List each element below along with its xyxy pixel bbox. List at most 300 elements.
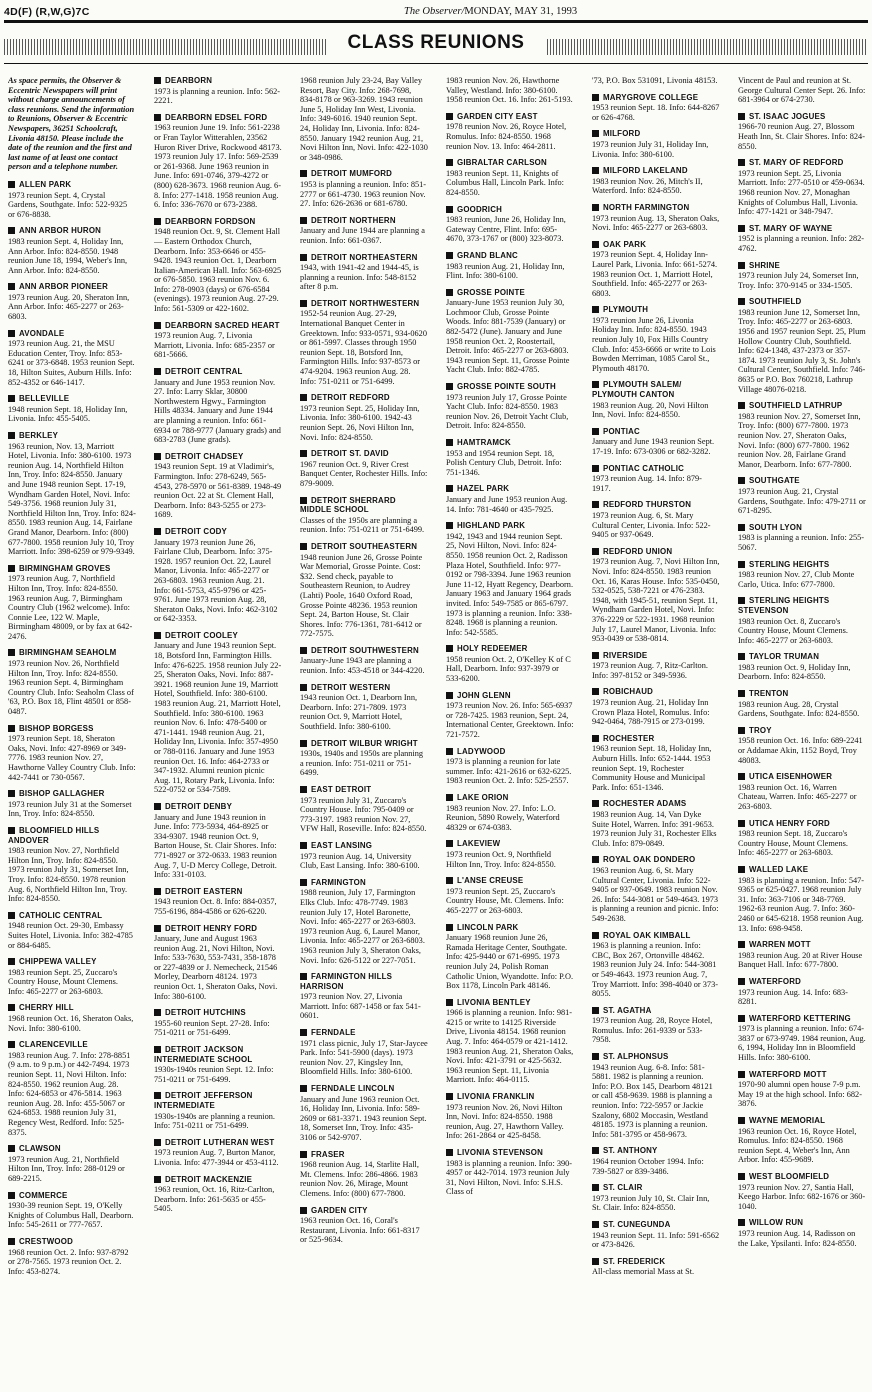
- school-name: FERNDALE: [300, 1028, 428, 1038]
- school-name: ROCHESTER ADAMS: [592, 799, 720, 809]
- reunion-details: 1963 reunion Aug. 6, St. Mary Cultural Center, Livonia. Info: 522-9405 or 937-0649. 1983 reunion Nov. 26. Info: 544-3081 or 549-4643. 1973 is planning a reunion and picnic. Info: 549-2638.: [592, 865, 719, 923]
- school-name: DETROIT JEFFERSON INTERMEDIATE: [154, 1091, 282, 1110]
- reunion-details: 1983 reunion Oct. 16, Warren Chateau, Warren. Info: 465-2277 or 263-6803.: [738, 782, 857, 811]
- reunion-entry: [300, 496, 428, 535]
- reunion-details: 1930-39 reunion Sept. 19, O'Kelly Knights of Columbus Hall, Dearborn. Info: 545-2611 or 777-7657.: [8, 1201, 134, 1230]
- reunion-entry: [592, 855, 720, 923]
- reunion-entry: [154, 802, 282, 880]
- reunion-entry: [592, 166, 720, 196]
- school-name: REDFORD UNION: [592, 547, 720, 557]
- school-name: CHERRY HILL: [8, 1003, 136, 1013]
- school-name: GROSSE POINTE SOUTH: [446, 382, 574, 392]
- reunion-entry: [738, 112, 866, 151]
- reunion-details: January-June 1953 reunion July 30, Lochmoor Club, Grosse Pointe Woods. Info: 881-7539 (January) or 882-5472 (June). January and June 1958 reunion Oct. 2, Roostertail, Detroit. Info: 465-2277 or 263-6803. 1943 reunion Sept. 11, Grosse Pointe Yacht Club. Info: 882-4785.: [446, 298, 570, 375]
- column-4: [446, 76, 574, 1382]
- school-name: ST. FREDERICK: [592, 1257, 720, 1267]
- reunion-details: 1983 reunion Sept. 25, Zuccaro's Country House, Mount Clemens. Info: 465-2277 or 263-6803.: [8, 967, 118, 996]
- reunion-details: 1983 reunion, June 26, Holiday Inn, Gateway Centre, Flint. Info: 695-4670, 373-1767 or (800) 323-8073.: [446, 215, 566, 244]
- reunion-details: 1964 reunion October 1994. Info: 739-5827 or 839-3486.: [592, 1157, 704, 1176]
- reunion-entry: [592, 464, 720, 494]
- reunion-details: 1973 reunion Nov. 26, Novi Hilton Inn, Novi. Info: 824-8550. 1988 reunion, Aug. 27, Hawthorn Valley. Info: 261-2864 or 425-8458.: [446, 1102, 564, 1141]
- school-name: DETROIT REDFORD: [300, 393, 428, 403]
- reunion-entry: [154, 217, 282, 314]
- reunion-entry: [300, 542, 428, 639]
- reunion-details: 1983 reunion Nov. 27. Info: L.O. Reunion, 5890 Rowely, Waterford 48329 or 674-0383.: [446, 803, 560, 832]
- reunion-entry: [446, 382, 574, 431]
- reunion-details: 1973 reunion Aug. 21, Northfield Hilton Inn, Troy. Info: 288-0129 or 689-2215.: [8, 1154, 125, 1183]
- reunion-details: 1963 reunion June 19. Info: 561-2238 or Fran Taylor Witterahlen, 23562 Huron River Drive, Rockwood 48173. 1973 reunion July 17. Info: 569-2539 or 261-9368. June 1963 reunion in June. Info: 691-0746, 379-4272 or (800) 628-3673. 1968 reunion Aug. 6-8. Info: 277-1418. 1958 reunion Aug. 6. Info: 336-7670 or 673-2388.: [154, 123, 282, 210]
- school-name: DETROIT MACKENZIE: [154, 1175, 282, 1185]
- school-name: GARDEN CITY EAST: [446, 112, 574, 122]
- school-name: DETROIT SOUTHEASTERN: [300, 542, 428, 552]
- school-name: DETROIT NORTHERN: [300, 216, 428, 226]
- reunion-entry: [592, 1006, 720, 1045]
- reunion-entry: [738, 224, 866, 254]
- reunion-entry: [154, 631, 282, 795]
- reunion-entry: [446, 1092, 574, 1141]
- reunion-entry: [8, 1040, 136, 1137]
- reunion-entry: [446, 205, 574, 244]
- reunion-entry: [8, 1237, 136, 1276]
- school-name: ST. ISAAC JOGUES: [738, 112, 866, 122]
- reunion-details: Vincent de Paul and reunion at St. George Cultural Center Sept. 26. Info: 681-3964 or 674-2730.: [738, 76, 866, 105]
- reunion-details: 1948 reunion Sept. 18, Holiday Inn, Livonia. Info: 455-5405.: [8, 404, 128, 424]
- reunion-details: 1983 reunion Aug. 20, Novi Hilton Inn, Novi. Info: 824-8550.: [592, 400, 709, 420]
- school-name: DETROIT NORTHEASTERN: [300, 253, 428, 263]
- school-name: ANN ARBOR HURON: [8, 226, 136, 236]
- reunion-details: 1973 reunion Sept. 18, Sheraton Oaks, Novi. Info: 427-8969 or 349-7776. 1983 reunion Nov. 27, Hawthorne Valley Country Club. Info: 442-7441 or 730-0567.: [8, 734, 136, 782]
- school-name: STERLING HEIGHTS: [738, 560, 866, 570]
- column-2: [154, 76, 282, 1382]
- school-name: SOUTH LYON: [738, 523, 866, 533]
- reunion-details: 1958 reunion Oct. 16. Info: 689-2241 or Addamae Akin, 1152 Boyd, Troy 48083.: [738, 736, 863, 765]
- reunion-details: 1930s-1940s reunion Sept. 12. Info: 751-0211 or 751-6499.: [154, 1065, 274, 1084]
- school-name: ST. ANTHONY: [592, 1146, 720, 1156]
- school-name: DETROIT NORTHWESTERN: [300, 299, 428, 309]
- reunion-entry: [592, 1052, 720, 1139]
- school-name: UTICA HENRY FORD: [738, 819, 866, 829]
- reunion-entry: [592, 1257, 720, 1277]
- reunion-details: January and June 1953 reunion Nov. 27. Info: Larry Sklar, 30800 Northwestern Hgwy., Farmington Hills 48334. January and June 1944 are planning a reunion. Info: 661-6934 or 788-9777 (January grads) and 683-2783 (June grads).: [154, 377, 281, 445]
- reunion-entry: [446, 288, 574, 375]
- school-name: DETROIT WESTERN: [300, 683, 428, 693]
- reunion-details: 1983 reunion Nov. 27, Somerset Inn, Troy. Info: (800) 677-7800. 1973 reunion Nov. 27, Sheraton Oaks, Novi. Info: (800) 677-7800. 1962 reunion Nov. 28, Fairlane Grand Manor, Dearborn. Info: 677-7800.: [738, 411, 861, 469]
- reunion-details: 1973 reunion Aug. 7, Novi Hilton Inn, Novi. Info: 824-8550. 1983 reunion Oct. 16, Karas House. Info: 535-0450, 532-0525, 538-7221 or 476-2383. 1948, with 1945-51, reunion Sept. 11, Wyndham Garden Hotel, Novi. Info: 376-2229 or 522-1931. 1968 reunion July 17, Laurel Manor, Livonia. Info: 953-0439 or 538-0814.: [592, 557, 720, 644]
- school-name: DETROIT WILBUR WRIGHT: [300, 739, 428, 749]
- reunion-details: 1963 reunion, Nov. 13, Marriott Hotel, Livonia. Info: 380-6100. 1973 reunion Aug. 14, Northfield Hilton Inn, Troy. Info: 824-8550. January and June 1948 reunion Sept. 17-19, Wyndham Garden Hotel, Novi. Info: 549-3756. 1968 reunion July 31, Northfield Hilton Inn, Troy. Info: 824-8550. 1983 reunion Aug. 14, Fairlane Grand Manor, Dearborn. Info: (800) 677-7800. 1958 reunion July 10, Troy Marriott. Info: 398-6259 or 979-9349.: [8, 441, 136, 557]
- reunion-details: 1973 reunion July 10, St. Clair Inn, St. Clair. Info: 824-8550.: [592, 1193, 710, 1213]
- reunion-entry: [300, 878, 428, 965]
- reunion-details: 1930s-1940s are planning a reunion. Info: 751-0211 or 751-6499.: [154, 1111, 275, 1131]
- school-name: ST. AGATHA: [592, 1006, 720, 1016]
- reunion-entry: [592, 500, 720, 539]
- school-name: TRENTON: [738, 689, 866, 699]
- reunion-entry: [738, 726, 866, 765]
- school-name: LADYWOOD: [446, 747, 574, 757]
- reunion-details: 1973 is planning a reunion. Info: 674-3837 or 673-9749. 1984 reunion, Aug. 6, 1994, Holiday Inn in Bloomfield Hills. Info: 380-6100.: [738, 1024, 866, 1063]
- reunion-entry: [446, 839, 574, 869]
- school-name: LINCOLN PARK: [446, 923, 574, 933]
- school-name: CRESTWOOD: [8, 1237, 136, 1247]
- reunion-details: 1983 reunion Nov. 26, Hawthorne Valley, Westland. Info: 380-6100. 1958 reunion Oct. 16. Info: 261-5193.: [446, 76, 573, 105]
- school-name: WARREN MOTT: [738, 940, 866, 950]
- paper-name: The Observer/: [404, 6, 465, 17]
- school-name: GARDEN CITY: [300, 1206, 428, 1216]
- reunion-entry: [738, 1070, 866, 1109]
- reunion-details: 1983 reunion Nov. 27, Club Monte Carlo, Utica. Info: 677-7800.: [738, 570, 855, 589]
- school-name: DETROIT ST. DAVID: [300, 449, 428, 459]
- reunion-details: 1930s, 1940s and 1950s are planning a reunion. Info: 751-0211 or 751-6499.: [300, 749, 424, 778]
- section-code: 4D(F) (R,W,G)7C: [4, 6, 90, 18]
- school-name: WEST BLOOMFIELD: [738, 1172, 866, 1182]
- school-name: ST. MARY OF WAYNE: [738, 224, 866, 234]
- reunion-entry: [592, 1183, 720, 1213]
- reunion-entry: [300, 646, 428, 676]
- reunion-entry: [738, 158, 866, 217]
- school-name: WATERFORD KETTERING: [738, 1014, 866, 1024]
- reunion-details: 1973 reunion July 31, Zuccaro's Country House. Info: 795-0409 or 773-3197. 1983 reunion Nov. 27, VFW Hall, Roseville. Info: 824-8550.: [300, 795, 427, 834]
- school-name: ALLEN PARK: [8, 180, 136, 190]
- reunion-entry: [738, 1218, 866, 1248]
- reunion-details: 1983 is planning a reunion. Info: 547-9365 or 625-0427. 1968 reunion July 31. Info: 363-7106 or 348-7769. 1962-63 reunion Aug. 7. Info: 360-2460 or 645-6218. 1958 reunion Aug. 13. Info: 698-9458.: [738, 875, 865, 933]
- reunion-details: 1948 reunion June 26, Grosse Pointe War Memorial, Grosse Pointe. Cost: $32. Send check, payable to Southeastern Reunion, to Audrey (Lahti) Poole, 1640 Oxford Road, Grosse Pointe 48236. 1953 reunion Sept. 24, Barton House, St. Clair Shores. Info: 776-1361, 781-6412 or 772-7575.: [300, 552, 423, 639]
- reunion-details: 1963 reunion Oct. 16, Royce Hotel, Romulus. Info: 824-8550. 1968 reunion Sept. 4, Weber's Inn, Ann Arbor. Info: 455-9689.: [738, 1126, 857, 1165]
- school-name: DETROIT CHADSEY: [154, 452, 282, 462]
- reunion-details: 1967 reunion Oct. 9, River Crest Banquet Center, Rochester Hills. Info: 879-9009.: [300, 459, 428, 488]
- school-name: HIGHLAND PARK: [446, 521, 574, 531]
- reunion-details: '73, P.O. Box 531091, Livonia 48153.: [592, 76, 718, 85]
- school-name: ST. CUNEGUNDA: [592, 1220, 720, 1230]
- banner-rule: [4, 63, 868, 64]
- school-name: WILLOW RUN: [738, 1218, 866, 1228]
- reunion-details: 1963 reunion Sept. 18, Holiday Inn, Auburn Hills. Info: 652-1444. 1953 reunion Sept. 19, Rochester Community House and Municipal Park. Info: 651-1346.: [592, 744, 712, 792]
- reunion-details: 1943 reunion Oct. 8. Info: 884-0357, 755-6196, 884-4586 or 626-6220.: [154, 897, 277, 916]
- reunion-entry: [738, 977, 866, 1007]
- school-name: DETROIT COOLEY: [154, 631, 282, 641]
- school-name: HOLY REDEEMER: [446, 644, 574, 654]
- section-banner: [4, 27, 868, 67]
- reunion-entry: [300, 1084, 428, 1143]
- reunion-entry: [8, 911, 136, 950]
- school-name: TROY: [738, 726, 866, 736]
- reunion-entry: [446, 998, 574, 1085]
- reunion-details: 1983 reunion Nov. 27, Northfield Hilton Inn, Troy. Info: 824-8550. 1973 reunion July 31, Somerset Inn, Troy. Info: 824-8550. 1978 reunion Aug. 6, Northfield Hilton Inn, Troy. Info: 824-8550.: [8, 846, 129, 904]
- reunion-entry: [300, 216, 428, 246]
- reunion-entry: [592, 305, 720, 373]
- school-name: FERNDALE LINCOLN: [300, 1084, 428, 1094]
- school-name: DETROIT MUMFORD: [300, 169, 428, 179]
- reunion-details: 1973 reunion July 17, Grosse Pointe Yacht Club. Info: 824-8550. 1983 reunion Nov. 26, Detroit Yacht Club, Detroit. Info: 824-8550.: [446, 392, 569, 431]
- reunion-details: January and June 1943 reunion Sept. 18, Botsford Inn, Farmington Hills. Info: 476-6225. 1958 reunion July 22-25, Sheraton Oaks, Novi. Info: 887-3921. 1968 reunion June 19, Marriott Hotel, Southfield. Info: 380-6100. 1983 reunion Aug. 21, Marriott Hotel, Southfield. Info: 380-6100. 1963 reunion Nov. 6. Info: 478-5400 or 471-1441. 1948 reunion Aug. 21, Holiday Inn, Livonia. Info: 357-4950 or 788-0116. January and June 1953 reunion Oct. 16. Info: 464-2733 or 347-1932. Alumni reunion picnic Aug. 11, Rotary Park, Livonia. Info: 522-0752 or 534-7589.: [154, 641, 282, 795]
- reunion-details: 1943 reunion Sept. 19 at Vladimir's, Farmington. Info: 278-6249, 565-4543, 278-5970 or 561-8389. 1948-49 reunion Oct. 22 at St. Clement Hall, Dearborn. Info: 843-5255 or 273-1689.: [154, 462, 282, 520]
- school-name: DETROIT EASTERN: [154, 887, 282, 897]
- school-name: MILFORD: [592, 129, 720, 139]
- school-name: BIRMINGHAM SEAHOLM: [8, 648, 136, 658]
- school-name: DETROIT CENTRAL: [154, 367, 282, 377]
- reunion-details: 1973 reunion Sept. 4, Crystal Gardens, Southgate. Info: 522-9325 or 676-8838.: [8, 190, 128, 219]
- reunion-details: 1968 reunion Oct. 2. Info: 937-8792 or 278-7565. 1973 reunion Oct. 2. Info: 453-8274.: [8, 1247, 129, 1276]
- column-3: [300, 76, 428, 1382]
- reunion-details: 1953 reunion Sept. 18. Info: 644-8267 or 626-4768.: [592, 103, 720, 122]
- school-name: SOUTHFIELD: [738, 297, 866, 307]
- reunion-details: 1973 reunion Aug. 7, Northfield Hilton Inn, Troy. Info: 824-8550. 1963 reunion Aug. 7, Birmingham Country Club (1962 welcome). Info: Connie Lee, 122 W. Maple, Birmingham 48009, or by fax at 642-2476.: [8, 574, 133, 641]
- reunion-details: 1968 reunion Aug. 14, Starlite Hall, Mt. Clemens. Info: 286-4866. 1983 reunion Nov. 26, Mirage, Mount Clemens. Info: (800) 677-7800.: [300, 1160, 419, 1198]
- reunion-details: 1983 reunion Sept. 4, Holiday Inn, Ann Arbor. Info: 824-8550. 1948 reunion June 18, 1994, Weber's Inn, Ann Arbor. Info: 824-8550.: [8, 236, 128, 275]
- masthead-date: [404, 6, 577, 17]
- reunion-entry: [738, 297, 866, 394]
- school-name: DEARBORN EDSEL FORD: [154, 113, 282, 123]
- reunion-entry: [8, 826, 136, 904]
- reunion-entry: [446, 76, 574, 105]
- reunion-details: 1973 reunion Sept. 25, Zuccaro's Country House, Mt. Clemens. Info: 465-2277 or 263-6803.: [446, 886, 564, 915]
- school-name: BLOOMFIELD HILLS ANDOVER: [8, 826, 136, 845]
- reunion-entry: [154, 113, 282, 210]
- reunion-entry: [154, 321, 282, 360]
- reunion-details: 1952-54 reunion Aug. 27-29, International Banquet Center in Greektown. Info: 933-0571, 934-0620 or 861-5997. Classes through 1950 reunion Sept. 18, Botsford Inn, Farmington Hills. Info: 937-8573 or 474-9204. 1963 reunion Aug. 28. Info: 751-0211 or 751-6499.: [300, 309, 427, 386]
- reunion-entry: [8, 1191, 136, 1230]
- reunion-details: 1973 reunion Sept. 25, Holiday Inn, Livonia. Info: 380-6100. 1942-43 reunion Sept. 26, Novi Hilton Inn, Novi. Info: 824-8550.: [300, 403, 420, 442]
- reunion-entry: [446, 876, 574, 915]
- reunion-entry: [446, 691, 574, 740]
- reunion-details: 1973 reunion Sept. 25, Livonia Marriott. Info: 277-0510 or 459-0634. 1968 reunion Nov. 27, Monaghan Knights of Columbus Hall, Livonia. Info: 477-1421 or 348-7947.: [738, 168, 865, 217]
- reunion-details: 1983 reunion Oct. 8, Zuccaro's Country House, Mount Clemens. Info: 465-2277 or 263-6803.: [738, 616, 848, 645]
- reunion-entry: [300, 169, 428, 208]
- reunion-entry: [738, 560, 866, 590]
- reunion-entry: [738, 261, 866, 291]
- school-name: LIVONIA FRANKLIN: [446, 1092, 574, 1102]
- reunion-entry: [738, 1014, 866, 1063]
- reunion-details: 1973 reunion Aug. 14, Radisson on the Lake, Ypsilanti. Info: 824-8550.: [738, 1228, 857, 1248]
- header-rule: [4, 20, 868, 23]
- reunion-details: 1973 is planning a reunion for late summer. Info: 421-2616 or 632-6225. 1983 reunion Oct. 2. Info: 525-2557.: [446, 757, 572, 786]
- reunion-details: 1973 reunion Nov. 27, Livonia Marriott. Info: 687-1458 or fax 541-0601.: [300, 992, 421, 1021]
- reunion-entry: [300, 253, 428, 292]
- school-name: JOHN GLENN: [446, 691, 574, 701]
- reunion-entry: [154, 1138, 282, 1168]
- reunion-entry: [154, 527, 282, 624]
- reunion-details: 1948 reunion Oct. 29-30, Embassy Suites Hotel, Livonia. Info: 382-4785 or 884-6485.: [8, 921, 133, 950]
- reunion-details: January and June 1953 reunion Aug. 14. Info: 781-4640 or 435-7925.: [446, 494, 568, 514]
- reunion-details: January 1973 reunion June 26, Fairlane Club, Dearborn. Info: 375-1928. 1957 reunion Oct. 22, Laurel Manor, Livonia. Info: 465-2277 or 263-6803. 1963 reunion Aug. 21. Info: 661-5753, 455-9796 or 425-9761. June 1973 reunion Aug. 28, Sheraton Oaks, Novi. Info: 462-3102 or 642-3353.: [154, 537, 278, 624]
- section-title: CLASS REUNIONS: [326, 28, 546, 58]
- school-name: DEARBORN: [154, 76, 282, 86]
- column-5: [592, 76, 720, 1382]
- school-name: CLARENCEVILLE: [8, 1040, 136, 1050]
- school-name: BISHOP BORGESS: [8, 724, 136, 734]
- reunion-details: 1988 reunion, July 17, Farmington Elks Club. Info: 478-7749. 1983 reunion July 17, Hotel Baronette, Novi. Info: 465-2277 or 263-6803. 1973 reunion Aug. 6, Laurel Manor, Livonia. Info: 465-2277 or 263-6803. 1963 reunion July 3, Sheraton Oaks, Novi. Info: 626-5122 or 227-7051.: [300, 888, 425, 965]
- reunion-details: 1963 is planning a reunion. Info: CBC, Box 267, Ortonville 48462. 1983 reunion July 24. Info: 544-3081 or 549-4643. 1973 reunion Aug. 7, Troy Marriott. Info: 398-4040 or 373-8055.: [592, 941, 718, 999]
- school-name: GRAND BLANC: [446, 251, 574, 261]
- reunion-details: 1973 reunion Aug. 7, Ritz-Carlton. Info: 397-8152 or 349-5936.: [592, 661, 708, 680]
- reunion-details: 1973 reunion Aug. 21, Crystal Gardens, Southgate. Info: 479-2711 or 671-8295.: [738, 486, 866, 516]
- reunion-entry: [154, 924, 282, 1002]
- reunion-details: 1973 is planning a reunion. Info: 562-2221.: [154, 86, 281, 106]
- reunion-details: 1983 is planning a reunion. Info: 390-4957 or 442-7014. 1973 reunion July 31, Novi Hilton, Novi. Info: S.H.S. Class of: [446, 1158, 573, 1197]
- reunion-entry: [154, 1175, 282, 1214]
- reunion-entry: [738, 76, 866, 105]
- school-name: GIBRALTAR CARLSON: [446, 158, 574, 168]
- school-name: LAKEVIEW: [446, 839, 574, 849]
- reunion-details: 1983 is planning a reunion. Info: 255-5067.: [738, 533, 865, 552]
- reunion-details: 1948 reunion Oct. 9, St. Clement Hall — Eastern Orthodox Church, Dearborn. Info: 353-6646 or 455-9428. 1943 reunion Oct. 1, Dearborn Italian-American Hall. Info: 563-6925 or 676-5850. 1963 reunion Nov. 6. Info: 278-0903 (days) or 676-6584 (evenings). 1973 reunion Aug. 27-29. Info: 561-5309 or 422-1602.: [154, 227, 282, 314]
- reunion-details: 1983 reunion Sept. 11, Knights of Columbus Hall, Lincoln Park. Info: 824-8550.: [446, 168, 564, 197]
- school-name: CLAWSON: [8, 1144, 136, 1154]
- reunion-details: 1973 reunion July 31, Holiday Inn, Livonia. Info: 380-6100.: [592, 139, 709, 159]
- school-name: PLYMOUTH SALEM/ PLYMOUTH CANTON: [592, 380, 720, 399]
- reunion-entry: [300, 785, 428, 834]
- reunion-entry: [300, 739, 428, 778]
- reunion-entry: [8, 282, 136, 321]
- reunion-details: January and June 1963 reunion Oct. 16, Holiday Inn, Livonia. Info: 589-2609 or 681-3371. 1943 reunion Sept. 18, Somerset Inn, Troy. Info: 435-3106 or 542-9707.: [300, 1094, 427, 1142]
- reunion-entry: [446, 923, 574, 991]
- reunion-entry: [592, 799, 720, 848]
- reunion-details: 1983 reunion Sept. 18, Zuccaro's Country House, Mount Clemens. Info: 465-2277 or 263-6803.: [738, 829, 848, 858]
- reunion-entry: [592, 1220, 720, 1250]
- reunion-entry: [738, 523, 866, 553]
- reunion-details: 1968 reunion Oct. 16, Sheraton Oaks, Novi. Info: 380-6100.: [8, 1014, 134, 1033]
- school-name: RIVERSIDE: [592, 651, 720, 661]
- reunion-entry: [8, 789, 136, 819]
- reunion-entry: [300, 449, 428, 488]
- reunion-entry: [592, 427, 720, 457]
- reunion-entry: [154, 452, 282, 520]
- school-name: DETROIT CODY: [154, 527, 282, 537]
- reunion-details: 1943 reunion Sept. 11. Info: 591-6562 or 473-8426.: [592, 1230, 720, 1250]
- issue-date: MONDAY, MAY 31, 1993: [464, 6, 578, 17]
- school-name: ROYAL OAK DONDERO: [592, 855, 720, 865]
- reunion-details: 1971 class picnic, July 17, Star-Jaycee Park. Info: 541-5900 (days). 1973 reunion Nov. 27, Kingsley Inn, Bloomfield Hills. Info: 380-6100.: [300, 1038, 428, 1077]
- reunion-details: 1973 reunion June 26, Livonia Holiday Inn. Info: 824-8550. 1943 reunion July 10, Fox Hills Country Club. Info: 453-6666 or write to Lois Bowden Merriman, 1085 Carol St., Plymouth 48170.: [592, 315, 716, 373]
- reunion-details: 1973 reunion Nov. 26. Info: 565-6937 or 728-7425. 1983 reunion, Sept. 24, International Center, Greektown. Info: 721-7572.: [446, 701, 574, 740]
- reunion-details: 1973 reunion Sept. 4, Holiday Inn-Laurel Park, Livonia. Info: 661-5274. 1983 reunion Oct. 1, Marriott Hotel, Southfield. Info: 465-2277 or 263-6803.: [592, 250, 718, 298]
- reunion-details: 1973 reunion Aug. 21, the MSU Education Center, Troy. Info: 853-6241 or 373-6848. 1953 reunion Sept. 18, Hilton Suites, Auburn Hills. Info: 852-4352 or 646-1417.: [8, 339, 135, 387]
- school-name: DEARBORN FORDSON: [154, 217, 282, 227]
- column-1: [8, 76, 136, 1382]
- reunion-entry: [8, 957, 136, 996]
- reunion-entry: [592, 651, 720, 681]
- reunion-entry: [300, 76, 428, 162]
- reunion-entry: [8, 394, 136, 424]
- reunion-details: 1983 reunion Aug. 21, Holiday Inn, Flint. Info: 380-6100.: [446, 261, 565, 281]
- reunion-entry: [154, 367, 282, 445]
- reunion-details: 1973 reunion July 24, Somerset Inn, Troy. Info: 370-9145 or 334-1505.: [738, 271, 859, 290]
- page-header: [4, 4, 868, 20]
- school-name: LIVONIA STEVENSON: [446, 1148, 574, 1158]
- school-name: DETROIT HENRY FORD: [154, 924, 282, 934]
- reunion-details: January-June 1943 are planning a reunion. Info: 453-4518 or 344-4220.: [300, 656, 425, 676]
- reunion-details: 1973 reunion Aug. 14. Info: 683-8281.: [738, 987, 848, 1007]
- reunion-details: 1983 reunion Aug. 28, Crystal Gardens, Southgate. Info: 824-8550.: [738, 699, 860, 719]
- reunion-details: 1963 reunion Oct. 16, Coral's Restaurant, Livonia. Info: 661-8317 or 525-9634.: [300, 1216, 420, 1245]
- reunion-entry: [8, 724, 136, 783]
- reunion-entry: [738, 940, 866, 970]
- school-name: ROYAL OAK KIMBALL: [592, 931, 720, 941]
- reunion-details: 1973 reunion Aug. 6, St. Mary Cultural Center, Livonia. Info: 522-9405 or 937-0649.: [592, 510, 711, 540]
- school-name: EAST LANSING: [300, 841, 428, 851]
- reunion-details: 1966-70 reunion Aug. 27, Blossom Heath Inn, St. Clair Shores. Info: 824-8550.: [738, 122, 865, 151]
- school-name: TAYLOR TRUMAN: [738, 652, 866, 662]
- reunion-details: January and June 1943 reunion in June. Info: 773-5934, 464-8925 or 334-9307. 1948 reunion Oct. 9, Barton House, St. Clair Shores. Info: 771-8927 or 372-0633. 1983 reunion Aug. 7, U-D Mercy College, Detroit. Info: 331-0103.: [154, 812, 277, 880]
- school-name: WAYNE MEMORIAL: [738, 1116, 866, 1126]
- reunion-details: 1955-60 reunion Sept. 27-28. Info: 751-0211 or 751-6499.: [154, 1018, 270, 1038]
- reunion-entry: [446, 112, 574, 151]
- reunion-details: January 1968 reunion June 26, Ramada Heritage Center, Southgate. Info: 425-9440 or 671-6995. 1973 reunion July 24, Polish Roman Catholic Union, Wyandotte. Info: P.O. Box 1178, Lincoln Park 48146.: [446, 933, 574, 991]
- reunion-details: 1973 reunion Aug. 14, University Club, East Lansing. Info: 380-6100.: [300, 851, 420, 871]
- school-name: LIVONIA BENTLEY: [446, 998, 574, 1008]
- reunion-entry: [592, 380, 720, 419]
- school-name: DETROIT HUTCHINS: [154, 1008, 282, 1018]
- school-name: BELLEVILLE: [8, 394, 136, 404]
- reunion-entry: [8, 329, 136, 388]
- reunion-details: 1973 reunion Nov. 26, Northfield Hilton Inn, Troy. Info: 824-8550. 1963 reunion Sept. 4, Birmingham Country Club. Info: Seaholm Class of '63, P.O. Box 18, Flint 48501 or 858-0487.: [8, 659, 134, 717]
- school-name: BIRMINGHAM GROVES: [8, 564, 136, 574]
- reunion-entry: [446, 251, 574, 281]
- reunion-entry: [738, 772, 866, 811]
- reunion-entry: [300, 1150, 428, 1199]
- reunion-details: 1973 reunion Aug. 20, Sheraton Inn, Ann Arbor. Info: 465-2277 or 263-6803.: [8, 292, 130, 322]
- reunion-details: 1943 reunion Oct. 1, Dearborn Inn, Dearborn. Info: 271-7809. 1973 reunion Oct. 9, Marriott Hotel, Southfield. Info: 380-6100.: [300, 693, 418, 732]
- reunion-entry: [738, 401, 866, 469]
- reunion-entry: [154, 1045, 282, 1084]
- reunion-entry: [300, 299, 428, 386]
- reunion-details: 1970-90 alumni open house 7-9 p.m. May 19 at the high school. Info: 682-3876.: [738, 1080, 862, 1109]
- reunion-details: 1973 reunion Aug. 7, Livonia Marriott, Livonia. Info: 685-2357 or 681-5666.: [154, 331, 275, 360]
- reunion-details: 1953 and 1954 reunion Sept. 18, Polish Century Club, Detroit. Info: 751-1346.: [446, 448, 562, 477]
- school-name: EAST DETROIT: [300, 785, 428, 795]
- reunion-entry: [8, 1003, 136, 1033]
- reunion-entry: [592, 129, 720, 159]
- reunion-entry: [738, 865, 866, 933]
- school-name: DETROIT LUTHERAN WEST: [154, 1138, 282, 1148]
- school-name: DETROIT DENBY: [154, 802, 282, 812]
- school-name: FRASER: [300, 1150, 428, 1160]
- school-name: BISHOP GALLAGHER: [8, 789, 136, 799]
- reunion-details: 1978 reunion Nov. 26, Royce Hotel, Romulus. Info: 824-8550. 1968 reunion Nov. 13. Info: 464-2811.: [446, 122, 567, 151]
- reunion-details: January and June 1943 reunion Sept. 17-19. Info: 673-0306 or 682-3282.: [592, 437, 715, 456]
- school-name: DETROIT SHERRARD MIDDLE SCHOOL: [300, 496, 428, 515]
- reunion-entry: [446, 1148, 574, 1197]
- reunion-entry: [592, 240, 720, 299]
- reunion-details: 1983 reunion Aug. 20 at River House Banquet Hall. Info: 677-7800.: [738, 950, 863, 970]
- school-name: UTICA EISENHOWER: [738, 772, 866, 782]
- reunion-details: 1973 reunion Aug. 7, Burton Manor, Livonia. Info: 477-3944 or 453-4112.: [154, 1148, 279, 1167]
- reunion-entry: [446, 521, 574, 637]
- reunion-details: January, June and August 1963 reunion Aug. 21, Novi Hilton, Novi. Info: 533-7630, 553-7431, 358-1878 or 227-4839 or J. Nemecheck, 21546 Morley, Dearborn 48124. 1973 reunion Oct. 1, Sheraton Oaks, Novi. Info: 380-6100.: [154, 934, 278, 1001]
- reunion-details: 1973 reunion Aug. 13, Sheraton Oaks, Novi. Info: 465-2277 or 263-6803.: [592, 213, 720, 233]
- school-name: FARMINGTON: [300, 878, 428, 888]
- reunion-details: January and June 1944 are planning a reunion. Info: 661-0367.: [300, 226, 425, 245]
- reunion-entry: [154, 1091, 282, 1130]
- school-name: ROCHESTER: [592, 734, 720, 744]
- school-name: DETROIT SOUTHWESTERN: [300, 646, 428, 656]
- school-name: PLYMOUTH: [592, 305, 720, 315]
- reunion-entry: [738, 1116, 866, 1165]
- reunion-details: 1943 reunion Aug. 6-8. Info: 581-5881. 1982 is planning a reunion. Info: P.O. Box 145, Dearborn 48121 or call 458-9639. 1988 is planning a reunion. Info: 722-5957 or Jackie Szalony, 6802 Moccasin, Westland 48185. 1973 is planning a reunion. Info: 581-3795 or 458-9673.: [592, 1062, 713, 1139]
- reunion-entry: [300, 1028, 428, 1077]
- reunion-entry: [592, 547, 720, 644]
- reunion-entry: [300, 1206, 428, 1245]
- reunion-details: 1973 reunion Aug. 21, Holiday Inn Crown Plaza Hotel, Romulus. Info: 942-0464, 788-7915 or 273-0199.: [592, 698, 710, 727]
- reunion-entry: [300, 972, 428, 1021]
- reunion-entry: [8, 564, 136, 642]
- reunion-details: 1983 reunion Oct. 9, Holiday Inn, Dearborn. Info: 824-8550.: [738, 662, 851, 682]
- school-name: BERKLEY: [8, 431, 136, 441]
- reunion-details: 1963 reunion, Oct. 16, Ritz-Carlton, Dearborn. Info: 261-5635 or 455-5405.: [154, 1185, 275, 1214]
- school-name: PONTIAC CATHOLIC: [592, 464, 720, 474]
- reunion-details: All-class memorial Mass at St.: [592, 1267, 695, 1277]
- school-name: SHRINE: [738, 261, 866, 271]
- reunion-entry: [738, 689, 866, 719]
